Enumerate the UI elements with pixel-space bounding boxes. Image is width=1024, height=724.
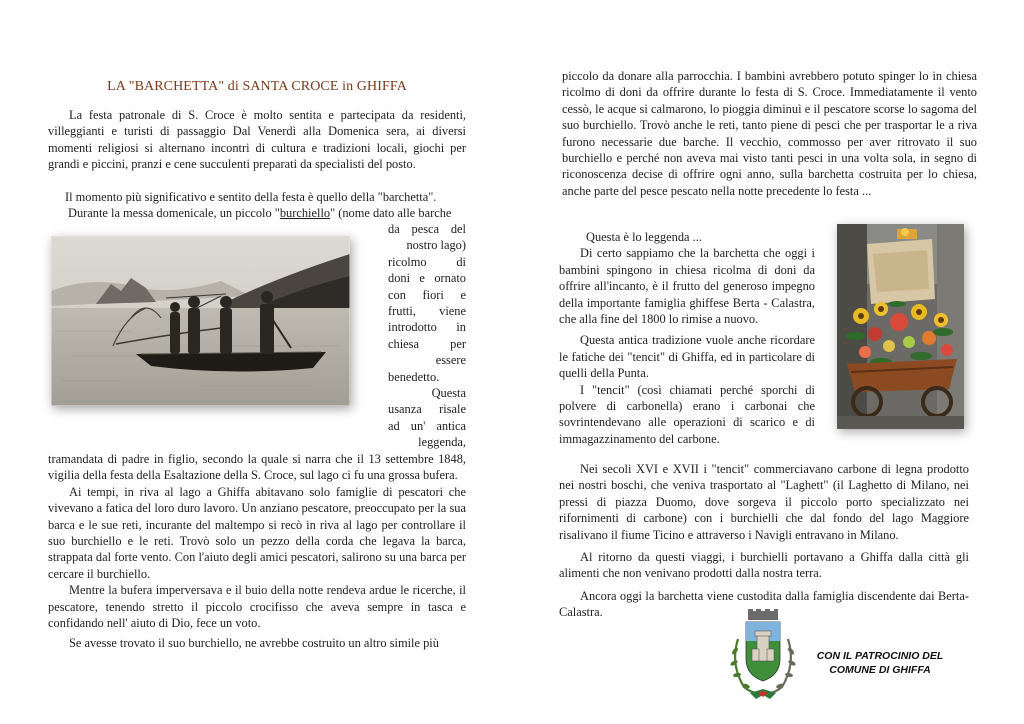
wrap-line: frutti, viene [388, 304, 466, 319]
wrap-line: con fiori e [388, 287, 466, 302]
right-column-middle [559, 229, 815, 447]
paragraph-momento: Il momento più significativo e sentito della festa è quello della "barchetta". [65, 189, 437, 204]
wrap-line: doni e ornato [388, 271, 466, 286]
coat-of-arms-icon [724, 609, 802, 704]
ghiffa-coat-of-arms [724, 609, 802, 704]
wrap-line: usanza risale [388, 402, 466, 417]
paragraph-festa: La festa patronale di S. Croce è molto sentita e partecipata da residenti, villeggianti e turisti di passaggio Dal Venerdì alla Domenica sera, ai diversi momenti religiosi si alternano incontri di cultura e tradizioni locali, giochi per grandi e piccini, pranzi e cene succulenti preparati da specialisti del posto. [48, 108, 466, 172]
wrap-text-right-of-photo [388, 221, 466, 451]
patronage-line-2: COMUNE DI GHIFFA [829, 664, 931, 676]
paragraph-di-certo: Di certo sappiamo che la barchetta che oggi i bambini spingono in chiesa ricolma di doni da offrire all'incanto, è il frutto del generoso impegno della importante famiglia ghiffese Berta - Calastra, che alla fine del 1800 lo rimise a nuovo. [559, 246, 815, 327]
paragraph-tradizione: Questa antica tradizione vuole anche ricordare le fatiche dei "tencit" di Ghiffa, ed in particolare di quelli della Punta. [559, 333, 815, 381]
right-column-bottom [559, 461, 969, 621]
left-column-top [48, 107, 466, 221]
decorated-boat-photo [837, 224, 964, 429]
patronage-note [812, 649, 948, 677]
messa-text-a: Durante la messa domenicale, un piccolo " [68, 206, 280, 221]
paragraph-voto: Se avesse trovato il suo burchiello, ne avrebbe costruito un altro simile più [69, 636, 439, 651]
boat-photo-illustration [51, 236, 350, 406]
historic-boat-photo [51, 236, 350, 406]
wrap-line: Questa [431, 386, 466, 401]
wrap-line: da pesca del [388, 222, 466, 236]
paragraph-ritorno: Al ritorno da questi viaggi, i burchielli portavano a Ghiffa dalla città gli alimenti che non venivano prodotti dalla nostra terra. [559, 550, 969, 581]
paragraph-leggenda: tramandata di padre in figlio, secondo la quale si narra che il 13 settembre 1848, vigilia della festa della Esaltazione della S. Croce, sul lago ci fu una grossa bufera. [48, 452, 466, 483]
flower-boat-illustration [837, 224, 964, 429]
paragraph-questa-leggenda: Questa è lo leggenda ... [586, 230, 702, 244]
wrap-line: benedetto. [388, 369, 440, 384]
messa-text-b: " (nome dato alle barche [330, 206, 452, 221]
wrap-line: ad un' antica [388, 418, 466, 433]
wrap-line: introdotto in [388, 320, 466, 335]
paragraph-messa [48, 205, 466, 221]
wrap-line: leggenda, [418, 435, 466, 450]
burchiello-word: burchiello [279, 206, 331, 221]
paragraph-secoli: Nei secoli XVI e XVII i "tencit" commerciavano carbone di legna prodotto nei nostri boschi, che veniva trasportato al "Laghett" (il Laghetto di Milano, nei pressi di piazza Duomo, dove sorgeva il piccolo porto specializzato nei rifornimenti di carbone) con i burchielli che dal fondo del lago Maggiore risalivano il fiume Ticino e attraverso i Navigli entravano in Milano. [559, 462, 969, 542]
paragraph-ancora-oggi: Ancora oggi la barchetta viene custodita dalla famiglia discendente dai Berta-Calastra. [559, 588, 969, 620]
patronage-line-1: CON IL PATROCINIO DEL [816, 650, 944, 662]
right-column-top [562, 68, 977, 199]
spacer [48, 173, 466, 189]
left-column-bottom [48, 451, 466, 652]
paragraph-bufera: Mentre la bufera imperversava e il buio della notte rendeva ardue le ricerche, il pescatore, tenendo stretto il piccolo crocifisso che aveva sempre in tasca e confidando nell' aiuto di Dio, fece un voto. [48, 583, 466, 631]
page-title: LA "BARCHETTA" di SANTA CROCE in GHIFFA [107, 79, 407, 95]
wrap-line: nostro lago) [406, 238, 466, 253]
wrap-line: ricolmo di [388, 254, 466, 269]
paragraph-piccolo: piccolo da donare alla parrocchia. I bambini avrebbero potuto spinger lo in chiesa ricolmo di doni da offrire durante lo festa di S. Croce. Immediatamente il vento cessò, le acque si calmarono, lo pioggia diminuì e il pescatore scorse lo sagoma del suo burchiello. Trovò anche le reti, tanto piene di pesci che per trasportar le a riva furono necessarie due barche. Il vecchio, commosso per aver ritrovato il suo burchiello e perché non aveva mai visto tanti pesci in una volta sola, in segno di riconoscenza decise di offrire ogni anno, sulla barchetta costruita per lo chiesa, anche parte del pesce pescato nella notte precedente lo festa ... [562, 69, 977, 198]
paragraph-ai-tempi: Ai tempi, in riva al lago a Ghiffa abitavano solo famiglie di pescatori che vivevano a fatica del loro duro lavoro. Un anziano pescatore, preoccupato per la sua barca e le sue reti, incurante del maltempo si recò in riva al lago per controllare il suo burchiello e le reti. Trovò solo un pezzo della corda che legava la barca, strappata dal forte vento. Con l'aiuto degli amici pescatori, salirono su una barca per cercare il burchiello. [48, 484, 466, 581]
paragraph-tencit: I "tencit" (così chiamati perché sporchi di polvere di carbonella) erano i carbonai che sovrintendevano alle operazioni di scarico e di immagazzinamento del carbone. [559, 382, 815, 446]
wrap-line: essere [435, 353, 466, 368]
wrap-line: chiesa per [388, 336, 466, 351]
